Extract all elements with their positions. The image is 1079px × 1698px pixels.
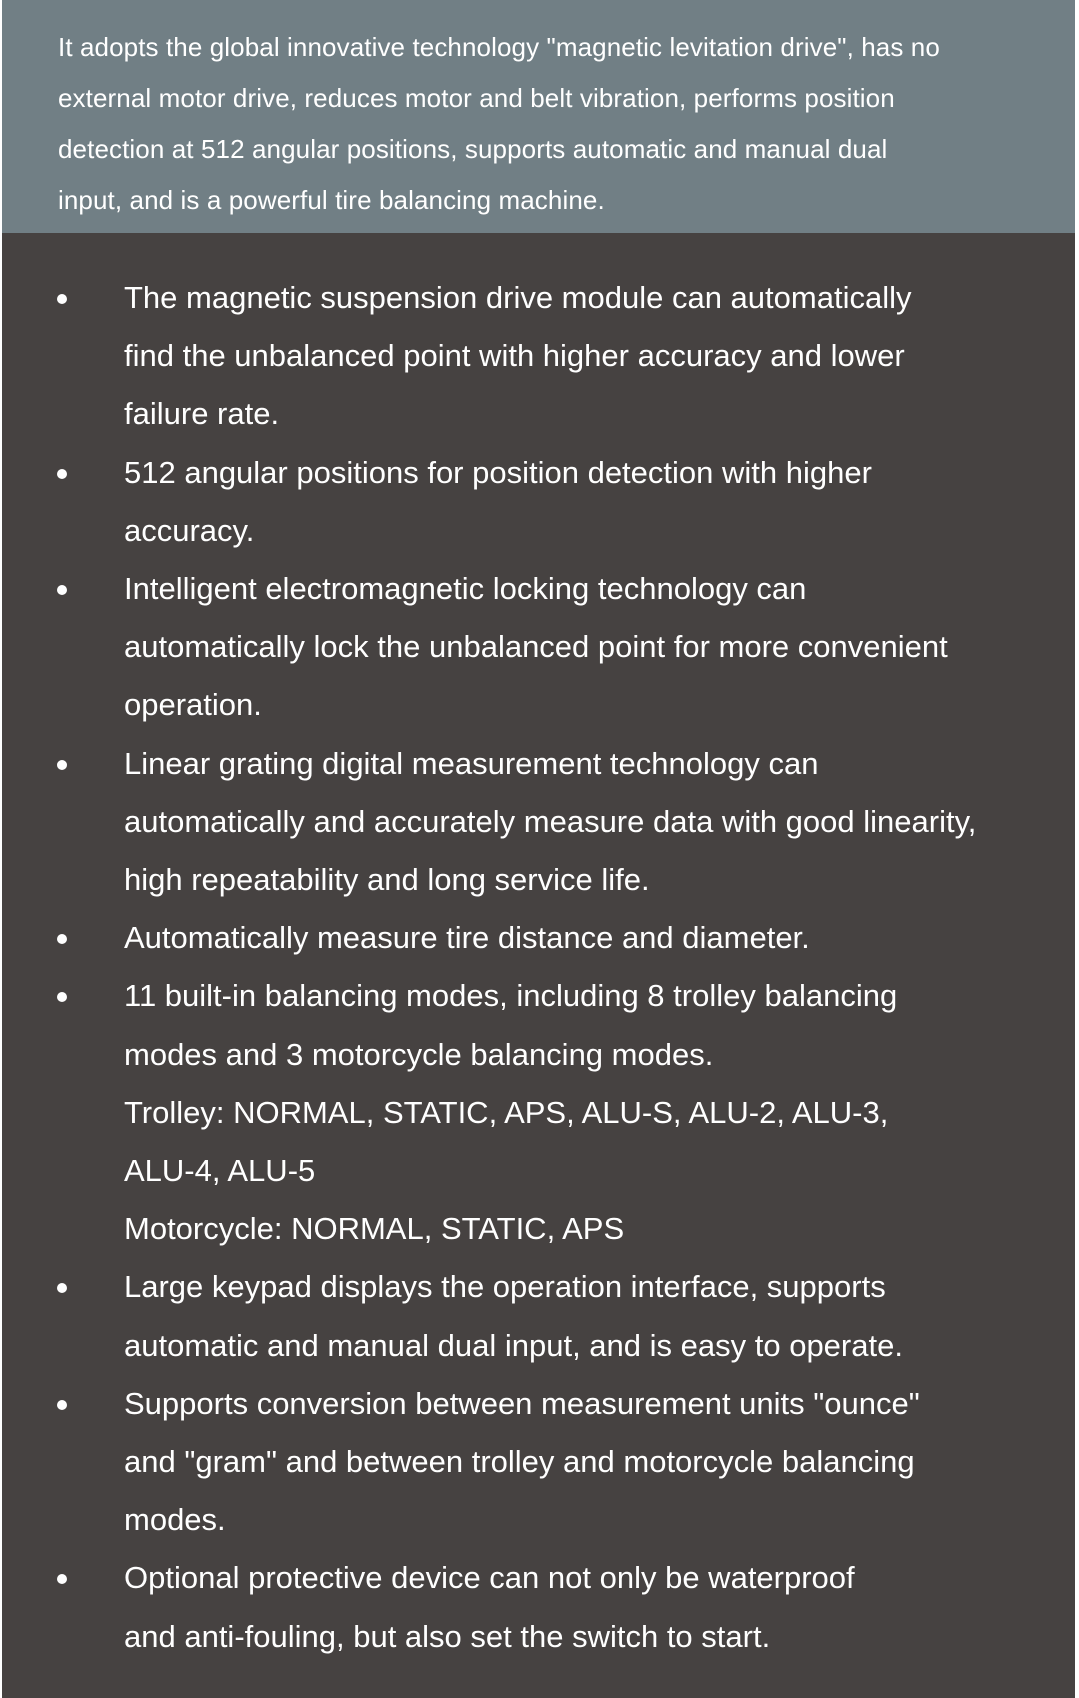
feature-line: accuracy.	[124, 512, 255, 548]
feature-item	[2, 1549, 1059, 1665]
bullet-icon	[57, 585, 67, 595]
feature-item	[2, 735, 1059, 910]
feature-line: and "gram" and between trolley and motorcycle balancing	[124, 1444, 915, 1480]
intro-text	[58, 22, 1045, 226]
feature-line: 512 angular positions for position detection with higher	[124, 454, 872, 490]
feature-line: modes and 3 motorcycle balancing modes.	[124, 1036, 714, 1072]
feature-item	[2, 269, 1059, 444]
feature-line: Intelligent electromagnetic locking technology can	[124, 571, 807, 607]
feature-line: automatically and accurately measure data with good linearity,	[124, 803, 977, 839]
feature-line: find the unbalanced point with higher accuracy and lower	[124, 338, 905, 374]
feature-line: modes.	[124, 1502, 226, 1538]
bullet-icon	[57, 1574, 67, 1584]
features-panel	[2, 233, 1075, 1698]
feature-item	[2, 909, 1059, 967]
feature-line: ALU-4, ALU-5	[124, 1153, 316, 1189]
bullet-icon	[57, 934, 67, 944]
feature-item	[2, 560, 1059, 735]
feature-list	[2, 269, 1059, 1666]
feature-item	[2, 444, 1059, 560]
bullet-icon	[57, 1400, 67, 1410]
feature-line: Large keypad displays the operation interface, supports	[124, 1269, 886, 1305]
bullet-icon	[57, 469, 67, 479]
feature-line: The magnetic suspension drive module can automatically	[124, 280, 912, 315]
feature-line: and anti-fouling, but also set the switch to start.	[124, 1618, 771, 1654]
feature-line: high repeatability and long service life.	[124, 862, 650, 898]
intro-line: detection at 512 angular positions, supports automatic and manual dual	[58, 134, 888, 164]
feature-item	[2, 1375, 1059, 1550]
feature-line: Linear grating digital measurement technology can	[124, 745, 819, 781]
feature-line: Motorcycle: NORMAL, STATIC, APS	[124, 1211, 625, 1247]
bullet-icon	[57, 294, 67, 304]
feature-line: Supports conversion between measurement units "ounce"	[124, 1385, 920, 1421]
feature-line: Automatically measure tire distance and diameter.	[124, 920, 810, 956]
feature-line: automatically lock the unbalanced point for more convenient	[124, 629, 948, 665]
intro-line: input, and is a powerful tire balancing machine.	[58, 185, 605, 215]
feature-item	[2, 967, 1059, 1258]
feature-line: Optional protective device can not only be waterproof	[124, 1560, 855, 1596]
bullet-icon	[57, 992, 67, 1002]
intro-line: It adopts the global innovative technology "magnetic levitation drive", has no	[58, 32, 940, 62]
feature-line: 11 built-in balancing modes, including 8 trolley balancing	[124, 978, 898, 1014]
bullet-icon	[57, 760, 67, 770]
feature-item	[2, 1258, 1059, 1374]
feature-line: operation.	[124, 687, 262, 723]
intro-line: external motor drive, reduces motor and belt vibration, performs position	[58, 83, 895, 113]
feature-line: automatic and manual dual input, and is easy to operate.	[124, 1327, 903, 1363]
intro-panel	[2, 0, 1075, 233]
bullet-icon	[57, 1283, 67, 1293]
feature-line: failure rate.	[124, 396, 280, 432]
feature-line: Trolley: NORMAL, STATIC, APS, ALU-S, ALU-2, ALU-3,	[124, 1094, 889, 1130]
